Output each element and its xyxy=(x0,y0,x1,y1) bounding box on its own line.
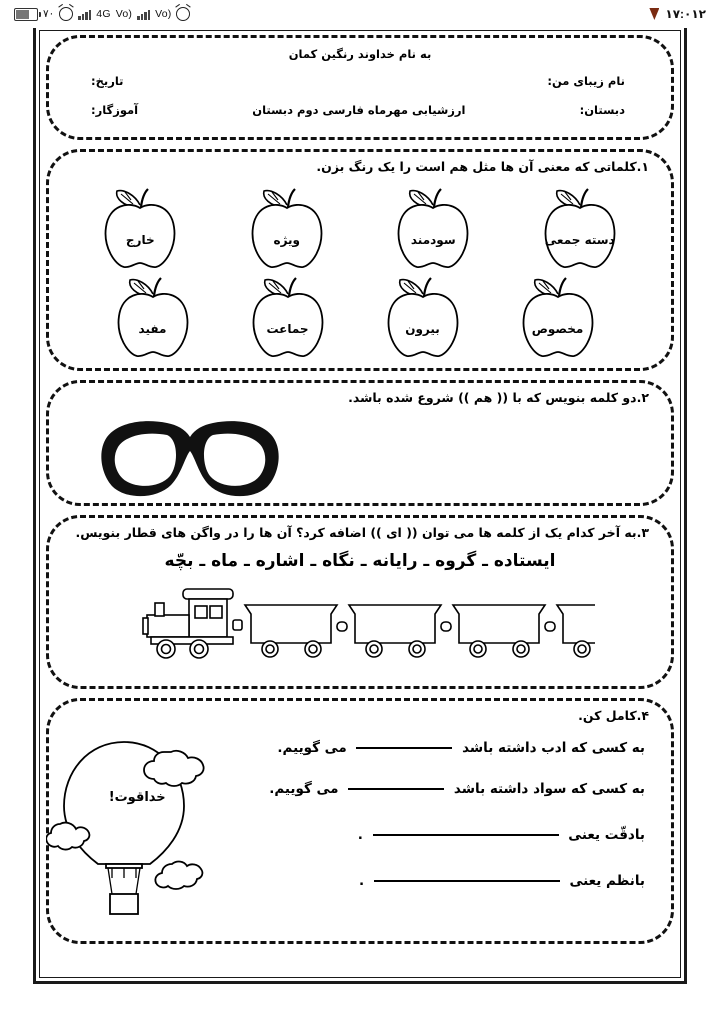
hot-air-balloon-icon xyxy=(44,726,259,922)
apple-item[interactable] xyxy=(238,181,336,276)
status-bar-left xyxy=(14,7,190,21)
question-2-title: ۲.دو کلمه بنویس که با (( هم )) شروع شده باشد. xyxy=(348,390,649,405)
fill-line-4-blank[interactable] xyxy=(374,879,560,882)
volte-label-1: Vo) xyxy=(115,8,133,20)
question-4-box xyxy=(46,698,674,944)
volte-label-2: Vo) xyxy=(155,8,172,20)
question-2-box xyxy=(46,380,674,506)
date-label: تاریخ: xyxy=(91,74,124,88)
bismillah-line: به نام خداوند رنگین کمان xyxy=(288,47,432,61)
fill-line-3-before: بادقّت یعنی xyxy=(568,826,645,843)
fill-line-1-before: به کسی که ادب داشته باشد xyxy=(462,739,645,756)
apple-item[interactable] xyxy=(509,270,607,365)
fill-line-3-after: . xyxy=(357,826,363,843)
alarm-clock-icon xyxy=(59,7,73,21)
exam-title: ارزشیابی مهرماه فارسی دوم دبستان xyxy=(252,103,466,117)
fill-line-4-after: . xyxy=(358,872,365,889)
fill-line-1-after: می گوییم. xyxy=(277,739,347,756)
question-3-title: ۳.به آخر کدام یک از کلمه ها می توان (( ای )) اضافه کرد؟ آن ها را در واگن های قطار بنویس. xyxy=(75,525,649,540)
apple-label: خارج xyxy=(125,232,155,247)
apple-label: سودمند xyxy=(410,232,456,247)
apple-item[interactable] xyxy=(104,270,202,365)
header-box xyxy=(46,35,674,140)
fill-line-3-blank[interactable] xyxy=(373,833,559,836)
fill-line-1 xyxy=(269,740,645,756)
question-4-title: ۴.کامل کن. xyxy=(578,708,649,723)
apple-item[interactable] xyxy=(239,270,337,365)
question-4-body xyxy=(49,726,671,922)
train-icon xyxy=(49,577,671,668)
apple-item[interactable] xyxy=(384,181,482,276)
signal-bars-icon-2 xyxy=(137,9,150,20)
fill-line-1-blank[interactable] xyxy=(356,746,452,749)
school-label: دبستان: xyxy=(579,103,625,117)
apple-item[interactable] xyxy=(374,270,472,365)
status-bar-right xyxy=(649,7,706,21)
header-row-1 xyxy=(49,74,671,88)
balloon-label: خداقوت! xyxy=(108,789,166,805)
worksheet-content xyxy=(46,35,674,971)
signal-bars-icon-1 xyxy=(78,9,91,20)
question-4-lines xyxy=(259,726,671,922)
apple-label: ویژه xyxy=(273,232,300,247)
header-row-2 xyxy=(49,103,671,117)
apple-row-2 xyxy=(49,270,671,365)
student-name-label: نام زیبای من: xyxy=(547,74,625,88)
battery-icon xyxy=(14,8,38,21)
fill-line-4-before: بانظم یعنی xyxy=(569,872,645,889)
apple-label: مخصوص xyxy=(531,321,584,336)
eyeglasses-icon xyxy=(95,407,285,499)
apple-label: جماعت xyxy=(266,321,309,336)
apple-row-1 xyxy=(49,181,671,276)
fill-line-2 xyxy=(269,781,645,797)
battery-percent-label: ۷۰ xyxy=(43,8,55,20)
question-1-box xyxy=(46,149,674,371)
fill-line-3 xyxy=(269,827,645,843)
question-1-title: ۱.کلماتی که معنی آن ها مثل هم است را یک رنگ بزن. xyxy=(316,159,649,174)
fill-line-4 xyxy=(269,873,645,889)
apple-item[interactable] xyxy=(531,181,629,276)
clock-label: ۱۷:۰۱۲ xyxy=(665,7,706,21)
apple-label: دسته جمعی xyxy=(544,232,615,247)
apple-item[interactable] xyxy=(91,181,189,276)
apple-label: مفید xyxy=(138,321,167,336)
alarm-icon-2 xyxy=(176,7,190,21)
apple-label: بیرون xyxy=(405,321,440,336)
question-3-box xyxy=(46,515,674,689)
status-bar xyxy=(0,0,720,28)
notification-icon xyxy=(649,8,659,20)
teacher-label: آموزگار: xyxy=(91,103,139,117)
worksheet-frame xyxy=(33,24,687,984)
question-3-word-list: ایستاده ـ گروه ـ رایانه ـ نگاه ـ اشاره ـ ماه ـ بچّه xyxy=(164,550,556,571)
fill-line-2-blank[interactable] xyxy=(348,787,444,790)
network-type-label: 4G xyxy=(96,8,111,20)
fill-line-2-before: به کسی که سواد داشته باشد xyxy=(453,780,645,797)
fill-line-2-after: می گوییم. xyxy=(269,780,339,797)
